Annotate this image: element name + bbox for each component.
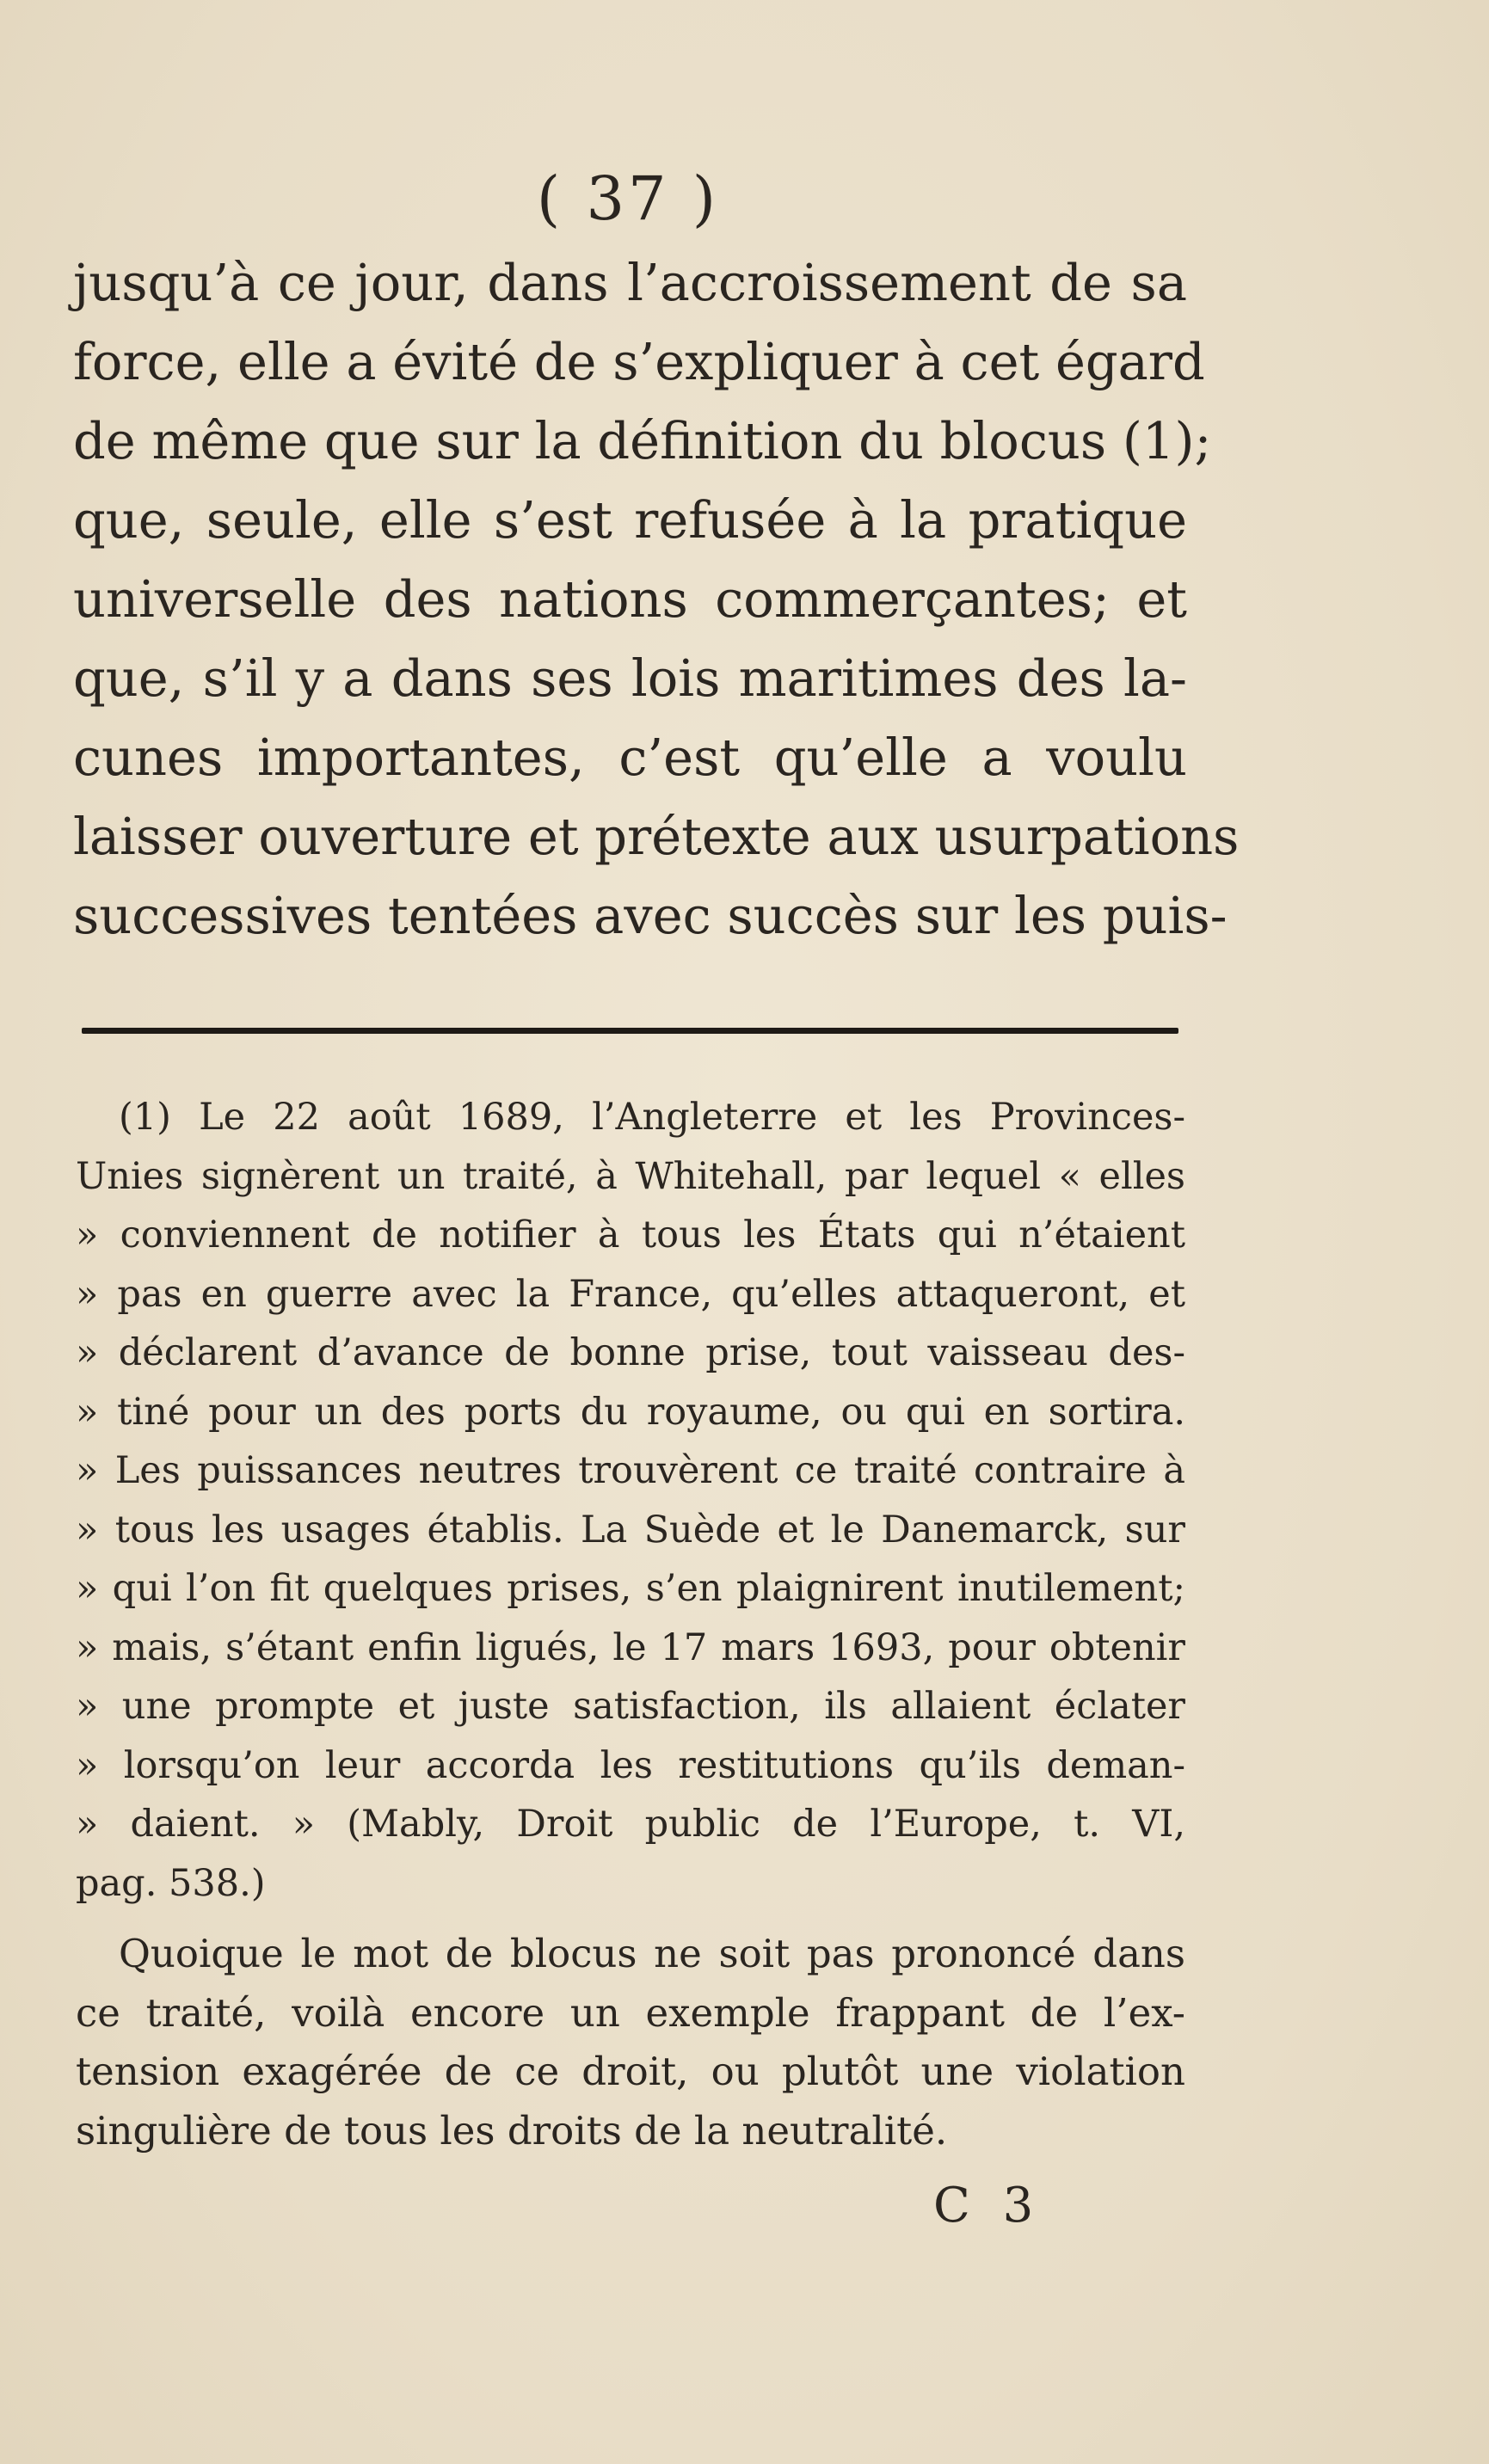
text-line: de même que sur la définition du blocus (1); [73, 411, 1212, 470]
note-line: singulière de tous les droits de la neutralité. [76, 2107, 948, 2154]
footnote-line: » pas en guerre avec la France, qu’elles attaqueront, et [76, 1272, 1185, 1316]
text-line: jusqu’à ce jour, dans l’accroissement de sa [73, 253, 1187, 312]
text-line: force, elle a évité de s’expliquer à cet égard [73, 332, 1205, 391]
footnote-line: » lorsqu’on leur accorda les restitutions qu’ils deman- [76, 1743, 1185, 1787]
note-line: ce traité, voilà encore un exemple frappant de l’ex- [76, 1989, 1185, 2036]
text-line: que, seule, elle s’est refusée à la pratique [73, 490, 1187, 550]
footnote-line: » déclarent d’avance de bonne prise, tout vaisseau des- [76, 1331, 1185, 1374]
signature-mark: C 3 [933, 2178, 1043, 2234]
footnote-line: (1) Le 22 août 1689, l’Angleterre et les Provinces- [119, 1096, 1185, 1139]
footnote-line: » conviennent de notifier à tous les États qui n’étaient [76, 1214, 1185, 1257]
footnote-line: » tiné pour un des ports du royaume, ou qui en sortira. [76, 1390, 1185, 1434]
footnote-line: » mais, s’étant enfin ligués, le 17 mars 1693, pour obtenir [76, 1625, 1185, 1669]
footnote-divider [82, 1028, 1178, 1034]
text-line: laisser ouverture et prétexte aux usurpations [73, 807, 1240, 866]
footnote [76, 1088, 1185, 1913]
page-number: ( 37 ) [536, 163, 720, 234]
note-paragraph [76, 1925, 1185, 2160]
note-line: tension exagérée de ce droit, ou plutôt une violation [76, 2049, 1185, 2094]
footnote-line: » qui l’on fit quelques prises, s’en plaignirent inutilement; [76, 1567, 1185, 1610]
note-line: Quoique le mot de blocus ne soit pas prononcé dans [119, 1931, 1185, 1976]
text-line: successives tentées avec succès sur les puis- [73, 886, 1228, 945]
footnote-line: » Les puissances neutres trouvèrent ce traité contraire à [76, 1449, 1185, 1492]
footnote-line: » daient. » (Mably, Droit public de l’Europe, t. VI, [76, 1803, 1185, 1846]
text-line: cunes importantes, c’est qu’elle a voulu [73, 728, 1187, 787]
text-line: que, s’il y a dans ses lois maritimes des la- [73, 648, 1187, 708]
footnote-line: » tous les usages établis. La Suède et le Danemarck, sur [76, 1508, 1185, 1552]
footnote-line: » une prompte et juste satisfaction, ils allaient éclater [76, 1685, 1185, 1728]
footnote-line: Unies signèrent un traité, à Whitehall, par lequel « elles [76, 1154, 1185, 1198]
footnote-line: pag. 538.) [76, 1861, 266, 1905]
text-line: universelle des nations commerçantes; et [73, 569, 1187, 629]
main-text [73, 243, 1240, 955]
